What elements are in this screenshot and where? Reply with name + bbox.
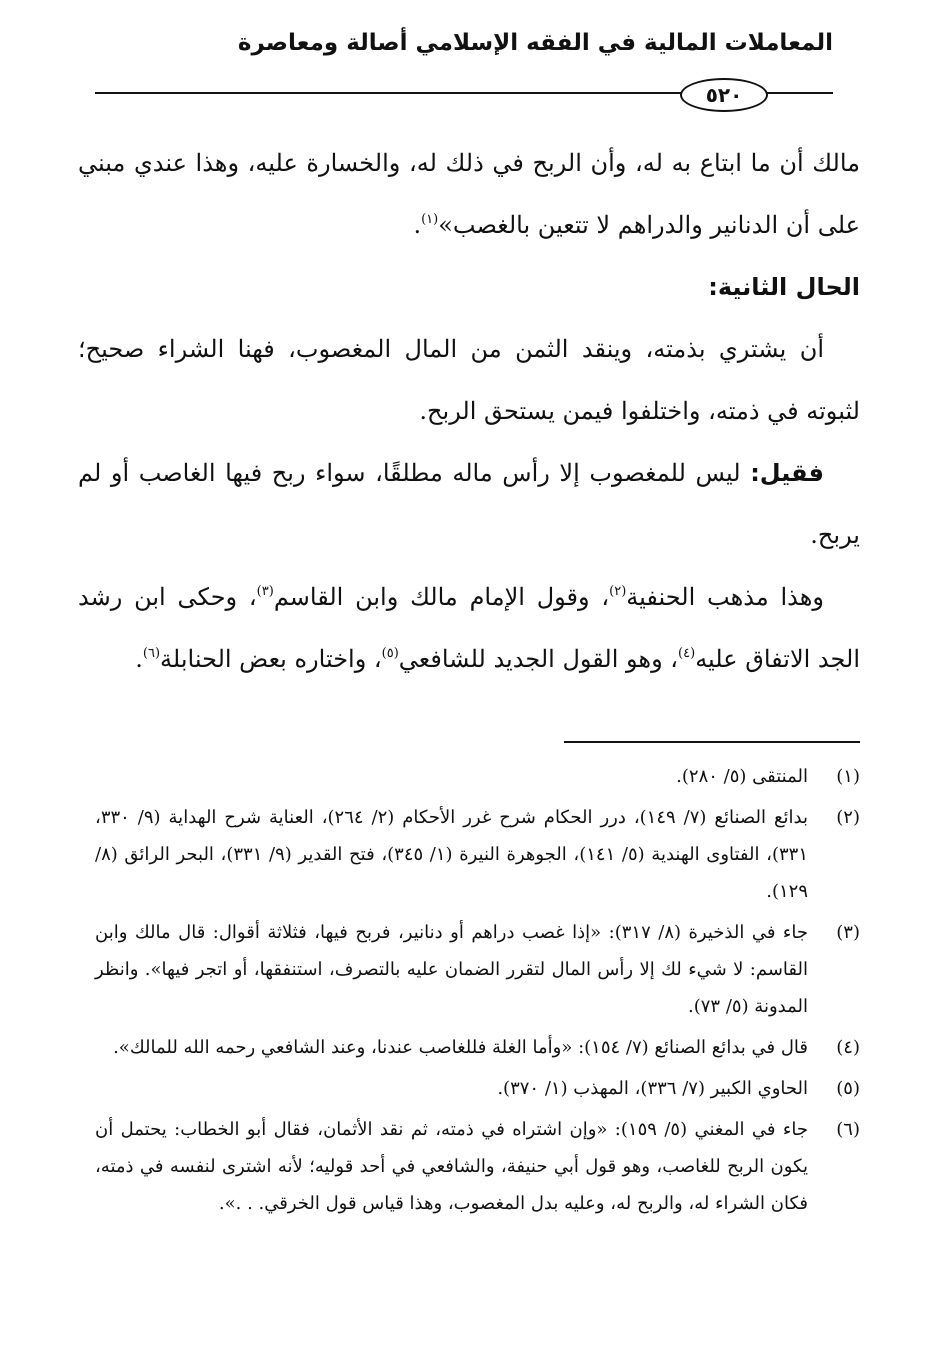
paragraph-1: مالك أن ما ابتاع به له، وأن الربح في ذلك له، والخسارة عليه، وهذا عندي مبني على أن الدنانير والدراهم لا تتعين بالغصب»$^{(١)}$. — [78, 149, 860, 239]
footnote-ref-5: (٥) — [381, 646, 399, 661]
footnote-text: جاء في المغني (٥/ ١٥٩): «وإن اشتراه في ذمته، ثم نقد الأثمان، فقال أبو الخطاب: يحتمل أن يكون الربح للغاصب، وهو قول أبي حنيفة، والشافعي في أحد قوليه؛ لأنه اشترى لنفسه في ذمته، فكان الشراء له، والربح له، وعليه بدل المغصوب، وهذا قياس قول الخرقي. . .». — [95, 1119, 808, 1214]
footnote-number: (٤) — [836, 1037, 860, 1058]
footnote-text: قال في بدائع الصنائع (٧/ ١٥٤): «وأما الغلة فللغاصب عندنا، وعند الشافعي رحمه الله للمالك». — [113, 1037, 808, 1058]
footnote-number: (٦) — [836, 1119, 860, 1140]
footnote — [95, 1111, 860, 1222]
footnote-text: الحاوي الكبير (٧/ ٣٣٦)، المهذب (١/ ٣٧٠). — [497, 1078, 808, 1099]
footnote-number: (٥) — [836, 1078, 860, 1099]
footnote-text: بدائع الصنائع (٧/ ١٤٩)، درر الحكام شرح غرر الأحكام (٢/ ٢٦٤)، العناية شرح الهداية (٩/ ٣٣٠، ٣٣١)، الفتاوى الهندية (٥/ ١٤١)، الجوهرة النيرة (١/ ٣٤٥)، فتح القدير (٩/ ٣٣١)، البحر الرائق (٨/ ١٢٩). — [95, 807, 808, 902]
footnote-ref-1: (١) — [421, 212, 439, 227]
footnote-number: (٣) — [836, 922, 860, 943]
footnote-ref-4: (٤) — [678, 646, 696, 661]
footnote — [95, 799, 860, 910]
lead-word: فقيل: — [750, 459, 824, 487]
footnote-number: (٢) — [836, 807, 860, 828]
paragraph-4: وهذا مذهب الحنفية$^{(٢)}$، وقول الإمام مالك وابن القاسم$^{(٣)}$، وحكى ابن رشد الجد الاتفاق عليه$^{(٤)}$، وهو القول الجديد للشافعي$^{(٥)}$، واختاره بعض الحنابلة$^{(٦)}$. — [78, 583, 860, 673]
main-text — [78, 132, 860, 690]
footnote-ref-2: (٢) — [609, 584, 627, 599]
paragraph-3: فقيل: ليس للمغصوب إلا رأس ماله مطلقًا، سواء ربح فيها الغاصب أو لم يربح. — [78, 459, 860, 549]
footnote — [95, 914, 860, 1025]
section-heading: الحال الثانية: — [708, 273, 860, 301]
footnote — [95, 758, 860, 795]
page-number: ٥٢٠ — [680, 78, 768, 112]
footnote-text: المنتقى (٥/ ٢٨٠). — [676, 766, 808, 787]
footnote-text: جاء في الذخيرة (٨/ ٣١٧): «إذا غصب دراهم أو دنانير، فربح فيها، فثلاثة أقوال: قال مالك وابن القاسم: لا شيء لك إلا رأس المال لتقرر الضمان عليه بالتصرف، استنفقها، أو اتجر فيها». وانظر المدونة (٥/ ٧٣). — [95, 922, 808, 1017]
footnote-number: (١) — [836, 766, 860, 787]
footnote — [95, 1070, 860, 1107]
footnote-ref-3: (٣) — [256, 584, 274, 599]
page-header — [95, 30, 833, 120]
paragraph-2: أن يشتري بذمته، وينقد الثمن من المال المغصوب، فهنا الشراء صحيح؛ لثبوته في ذمته، واختلفوا فيمن يستحق الربح. — [78, 335, 860, 425]
footnotes — [95, 758, 860, 1226]
footnote — [95, 1029, 860, 1066]
footnote-ref-6: (٦) — [142, 646, 161, 661]
footnote-separator — [564, 741, 860, 743]
book-title: المعاملات المالية في الفقه الإسلامي أصالة ومعاصرة — [237, 30, 833, 56]
